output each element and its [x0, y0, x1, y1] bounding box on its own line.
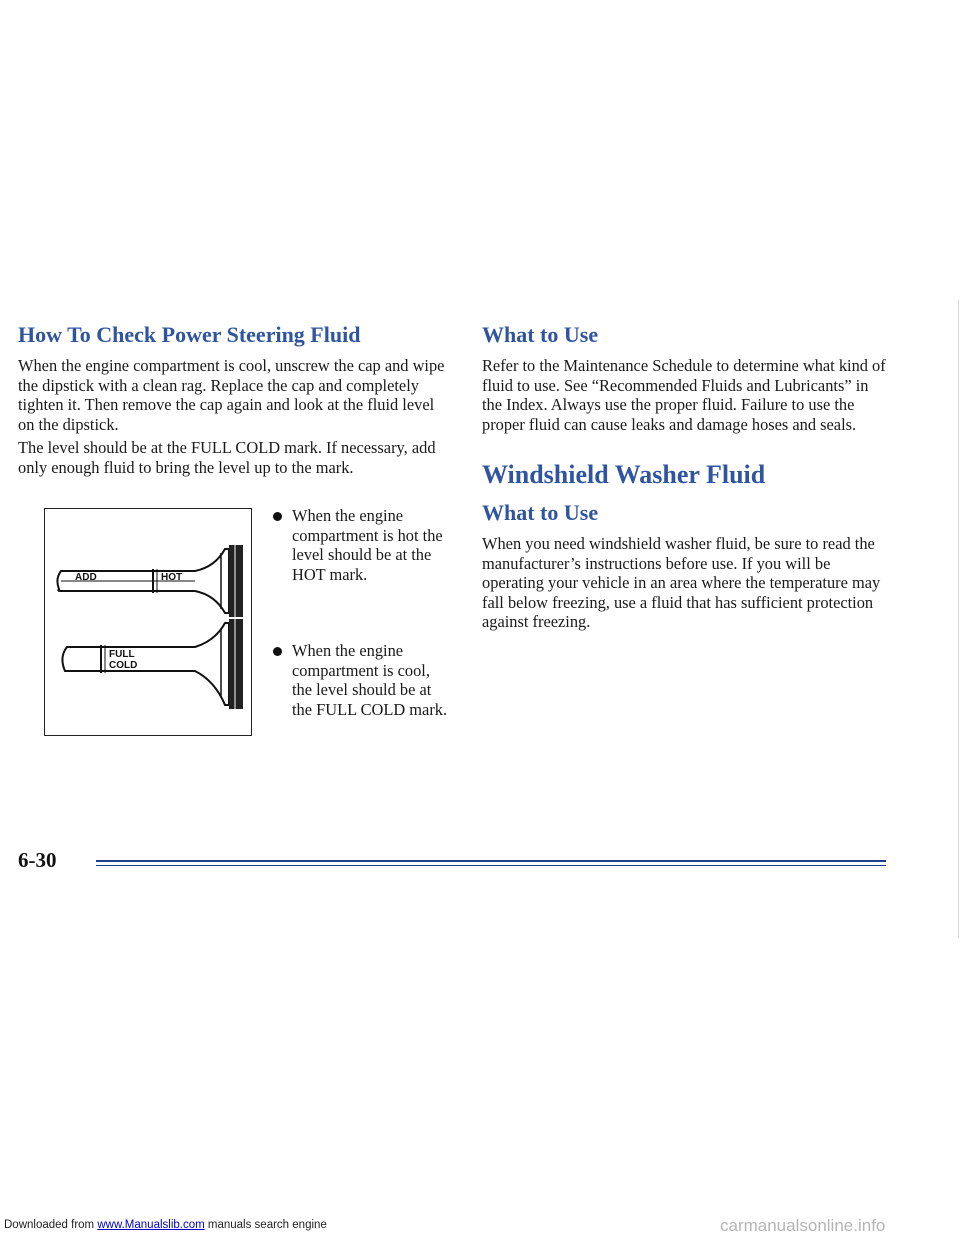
bullet-hot-text: When the engine compartment is hot the level should be at the HOT mark. [292, 506, 443, 584]
watermark: carmanualsonline.info [720, 1216, 886, 1235]
bullet-dot-icon [273, 647, 282, 656]
dipstick-hot [57, 545, 243, 617]
bullet-cold-text: When the engine compartment is cool, the level should be at the FULL COLD mark. [292, 641, 448, 719]
download-prefix: Downloaded from [4, 1219, 98, 1231]
bullet-dot-icon [273, 512, 282, 521]
page-number: 6-30 [18, 848, 57, 872]
footer-rule [96, 860, 886, 862]
power-steering-paragraph-2: The level should be at the FULL COLD mark. If necessary, add only enough fluid to bring the level up to the mark. [18, 438, 436, 477]
what-to-use-paragraph-2: When you need windshield washer fluid, be sure to read the manufacturer’s instructions before use. If you will be operating your vehicle in an area where the temperature may fall below freezing, use a fluid that has sufficient protection against freezing. [482, 534, 881, 632]
dipstick-drawing [45, 509, 251, 735]
manualslib-link[interactable]: www.Manualslib.com [97, 1219, 205, 1231]
power-steering-heading: How To Check Power Steering Fluid [18, 322, 361, 347]
page-footer [18, 848, 886, 878]
power-steering-paragraph-1: When the engine compartment is cool, unscrew the cap and wipe the dipstick with a clean rag. Replace the cap and completely tighten it. Then remove the cap again and look at the fluid level on the dipstick. [18, 356, 445, 434]
dipstick-illustration [44, 508, 252, 736]
full-mark-label: FULL [109, 649, 135, 660]
footer-rule-thin [96, 865, 886, 866]
dipstick-full-cold [62, 619, 243, 709]
windshield-washer-heading: Windshield Washer Fluid [482, 460, 766, 489]
download-suffix: manuals search engine [204, 1219, 327, 1231]
what-to-use-paragraph-1: Refer to the Maintenance Schedule to determine what kind of fluid to use. See “Recommended Fluids and Lubricants” in the Index. Always use the proper fluid. Failure to use the proper fluid can cause leaks and damage hoses and seals. [482, 356, 886, 434]
cold-mark-label: COLD [109, 660, 138, 671]
download-attribution [4, 1219, 327, 1231]
hot-mark-label: HOT [161, 572, 183, 583]
what-to-use-heading-2: What to Use [482, 500, 599, 525]
what-to-use-heading-1: What to Use [482, 322, 599, 347]
add-mark-label: ADD [75, 572, 97, 583]
manual-page [0, 300, 959, 938]
